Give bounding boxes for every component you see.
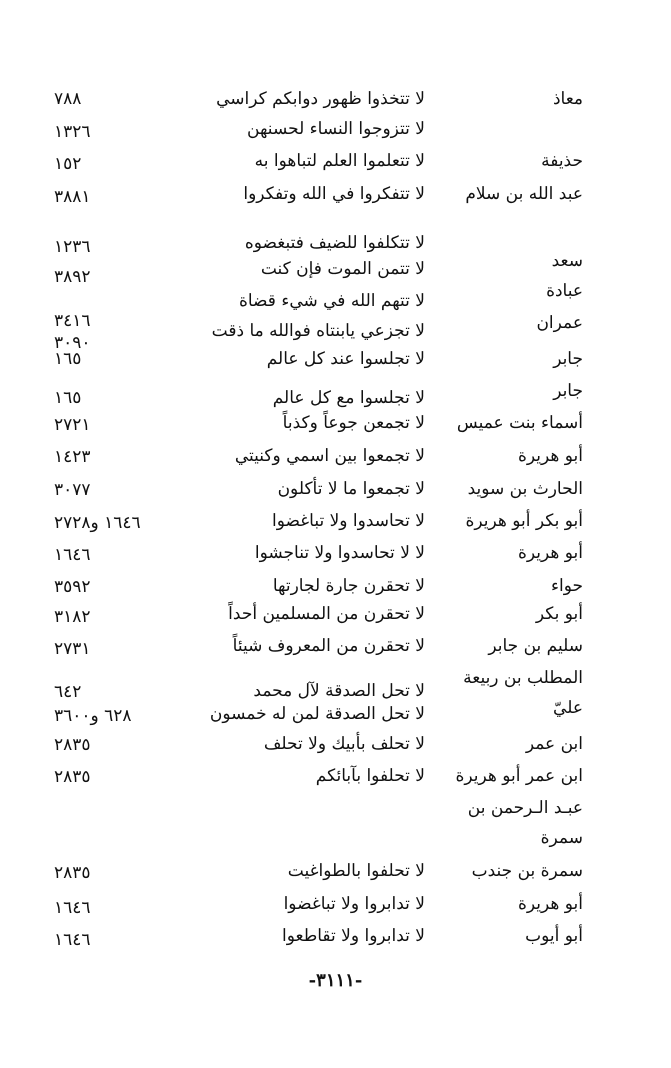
hadith-opening: لا تحاسدوا ولا تباغضوا [272, 511, 425, 531]
narrator-name: معاذ [552, 89, 583, 109]
hadith-opening: لا تحلفوا بالطواغيت [287, 861, 425, 881]
reference-number: ٣١٨٢ [54, 607, 91, 627]
narrator-name: أبو بكر [535, 604, 583, 624]
hadith-opening: لا تحل الصدقة لمن له خمسون [209, 704, 425, 724]
reference-number: ٢٨٣٥ [54, 735, 91, 755]
narrator-name: عمران [536, 313, 583, 333]
reference-number: ٢٨٣٥ [54, 863, 91, 883]
narrator-name: أبو بكر أبو هريرة [465, 511, 583, 531]
reference-number: ١٦٤٦ [54, 545, 91, 565]
hadith-opening: لا تحلف بأبيك ولا تحلف [263, 734, 425, 754]
hadith-opening: لا تدابروا ولا تقاطعوا [282, 926, 425, 946]
reference-number: ٧٨٨ [54, 89, 82, 109]
reference-number: ٣٥٩٢ [54, 577, 91, 597]
hadith-opening: لا تحقرن من المسلمين أحداً [228, 604, 425, 624]
hadith-opening: لا تجمعوا ما لا تأكلون [277, 479, 425, 499]
hadith-opening: لا تجلسوا مع كل عالم [272, 388, 425, 408]
reference-number: ١٥٢ [54, 154, 82, 174]
hadith-opening: لا تجمعوا بين اسمي وكنيتي [234, 446, 425, 466]
reference-number: ٣٤١٦ [54, 311, 91, 331]
narrator-name: أسماء بنت عميس [456, 413, 583, 433]
narrator-name: سمرة بن جندب [471, 861, 583, 881]
hadith-opening: لا تدابروا ولا تباغضوا [283, 894, 425, 914]
narrator-name: عبد الله بن سلام [465, 184, 583, 204]
narrator-name: جابر [553, 349, 583, 369]
reference-number: ١٦٤٦ [54, 898, 91, 918]
narrator-name: عبـد الـرحمن بن [467, 798, 583, 818]
narrator-name: سليم بن جابر [488, 636, 583, 656]
narrator-name: أبو هريرة [517, 446, 583, 466]
hadith-opening: لا تحقرن جارة لجارتها [272, 576, 425, 596]
hadith-opening: لا تتزوجوا النساء لحسنهن [247, 119, 425, 139]
reference-number: ٦٤٢ [54, 682, 82, 702]
reference-number: ١٦٥ [54, 388, 82, 408]
hadith-opening: لا تتفكروا في الله وتفكروا [243, 184, 425, 204]
narrator-name: عبادة [546, 281, 583, 301]
hadith-opening: لا تجمعن جوعاً وكذباً [282, 413, 425, 433]
hadith-opening: لا تتخذوا ظهور دوابكم كراسي [216, 89, 425, 109]
hadith-opening: لا تجلسوا عند كل عالم [266, 349, 425, 369]
reference-number: ٦٢٨ و٣٦٠٠ [54, 706, 132, 726]
reference-number: ٣٠٩٠ [54, 333, 91, 353]
reference-number: ٢٨٣٥ [54, 767, 91, 787]
hadith-opening: لا تتعلموا العلم لتباهوا به [254, 151, 425, 171]
reference-number: ٣٨٩٢ [54, 267, 91, 287]
page-number: -٣١١١- [308, 970, 363, 991]
narrator-name: أبو أيوب [525, 926, 583, 946]
narrator-name: حذيفة [541, 151, 583, 171]
hadith-opening: لا تتمن الموت فإن كنت [260, 259, 425, 279]
reference-number: ١٦٥ [54, 349, 82, 369]
narrator-name: أبو هريرة [517, 543, 583, 563]
hadith-opening: لا تحل الصدقة لآل محمد [253, 681, 425, 701]
reference-number: ١٣٢٦ [54, 122, 91, 142]
hadith-opening: لا تجزعي يابنتاه فوالله ما ذقت [211, 321, 425, 341]
reference-number: ٣٨٨١ [54, 187, 91, 207]
hadith-opening: لا لا تحاسدوا ولا تناجشوا [254, 543, 425, 563]
narrator-name: ابن عمر أبو هريرة [455, 766, 583, 786]
narrator-name: ابن عمر [525, 734, 583, 754]
narrator-name: المطلب بن ربيعة [463, 668, 583, 688]
reference-number: ١٦٤٦ و٢٧٢٨ [54, 513, 141, 533]
hadith-opening: لا تحقرن من المعروف شيئاً [232, 636, 425, 656]
reference-number: ١٤٢٣ [54, 447, 91, 467]
narrator-name: جابر [553, 381, 583, 401]
hadith-opening: لا تتكلفوا للضيف فتبغضوه [244, 233, 425, 253]
reference-number: ٢٧٢١ [54, 415, 91, 435]
reference-number: ٢٧٣١ [54, 639, 91, 659]
narrator-name: الحارث بن سويد [467, 479, 583, 499]
narrator-name: حواء [550, 576, 583, 596]
narrator-name: عليّ [553, 698, 583, 718]
hadith-opening: لا تحلفوا بآبائكم [315, 766, 425, 786]
narrator-name: أبو هريرة [517, 894, 583, 914]
hadith-opening: لا تتهم الله في شيء قضاة [238, 291, 425, 311]
narrator-name: سمرة [540, 828, 583, 848]
narrator-name: سعد [551, 251, 583, 271]
reference-number: ١٢٣٦ [54, 237, 91, 257]
reference-number: ٣٠٧٧ [54, 480, 91, 500]
reference-number: ١٦٤٦ [54, 930, 91, 950]
